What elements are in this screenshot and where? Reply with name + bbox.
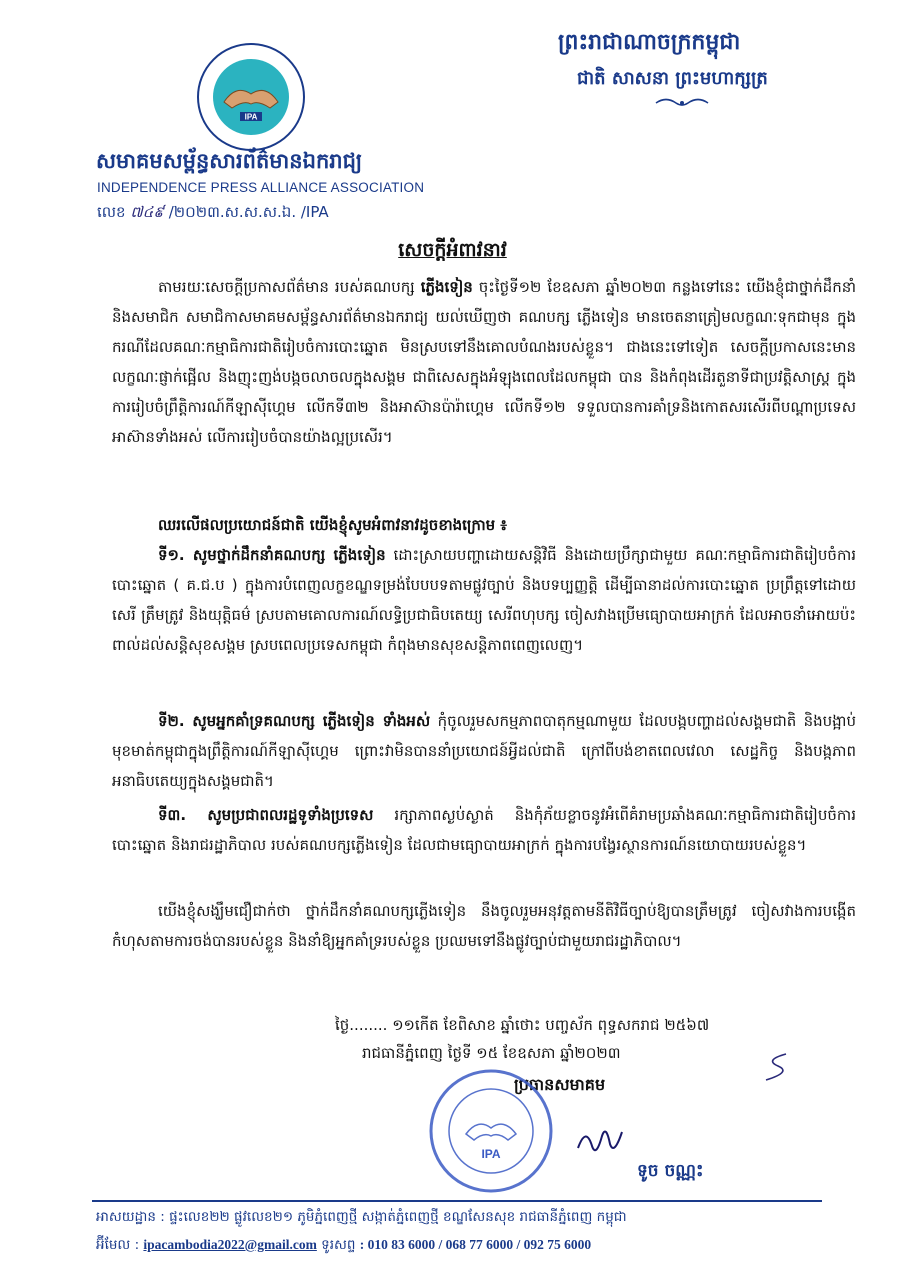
appeal-3-label: ទី៣. សូមប្រជាពលរដ្ឋទូទាំងប្រទេស — [158, 806, 374, 824]
date-solar: រាជធានីភ្នំពេញ ថ្ងៃទី ១៥ ខែឧសភា ឆ្នាំ២០២៣ — [362, 1044, 621, 1062]
appeal-2-label: ទី២. សូមអ្នកគាំទ្រគណបក្ស ភ្លើងទៀន ទាំងអស់ — [158, 712, 431, 730]
email-label: អ៊ីមែល : — [96, 1237, 144, 1253]
appeal-item-1 — [112, 540, 856, 660]
phone-label: ទូរសព្ទ — [316, 1237, 360, 1253]
date-lunar: ថ្ងៃ........ ១១កើត ខែពិសាខ ឆ្នាំថោះ បញ្ចស័ក ពុទ្ធសករាជ ២៥៦៧ — [335, 1016, 710, 1034]
ipa-logo — [196, 42, 306, 152]
logo-abbr: IPA — [244, 112, 258, 122]
footer-address: អាសយដ្ឋាន : ផ្ទះលេខ២២ ផ្លូវលេខ២១ ភូមិភ្នំពេញថ្មី សង្កាត់ភ្នំពេញថ្មី ខណ្ឌសែនសុខ រាជធានីភ្នំពេញ កម្ពុជា — [96, 1209, 627, 1225]
appeal-item-2 — [112, 706, 856, 796]
footer-divider — [92, 1200, 822, 1202]
signature-mark — [572, 1118, 627, 1166]
appeal-3-text: រក្សាភាពស្ងប់ស្ងាត់ និងកុំភ័យខ្លាចនូវអំពើគំរាមប្រឆាំងគណៈកម្មាធិការជាតិរៀបចំការបោះឆ្នោត និងរាជរដ្ឋាភិបាល របស់គណបក្សភ្លើងទៀន ដែលជាមធ្យោបាយអាក្រក់ ក្នុងការបង្វែរស្ថានការណ៍នយោបាយរបស់ខ្លួន។ — [112, 806, 856, 854]
national-motto: ជាតិ សាសនា ព្រះមហាក្សត្រ — [577, 68, 768, 89]
org-name-kh: សមាគមសម្ព័ន្ធសារព័ត៌មានឯករាជ្យ — [96, 149, 363, 173]
p1-text-a: តាមរយៈសេចក្តីប្រកាសព័ត៌មាន របស់គណបក្ស — [158, 278, 421, 296]
ref-label: លេខ — [97, 203, 126, 221]
kingdom-title: ព្រះរាជាណាចក្រកម្ពុជា — [558, 30, 741, 55]
appeal-1-label: ទី១. សូមថ្នាក់ដឹកនាំគណបក្ស ភ្លើងទៀន — [158, 546, 386, 564]
reference-number — [97, 203, 329, 225]
signer-title: ប្រធានសមាគម — [514, 1075, 606, 1094]
p1-text-b: ចុះថ្ងៃទី១២ ខែឧសភា ឆ្នាំ២០២៣ កន្លងទៅនេះ យើងខ្ញុំជាថ្នាក់ដឹកនាំ និងសមាជិក សមាជិកាសមាគមសម្ព័ន្ធសារព័ត៌មានឯករាជ្យ យល់ឃើញថា គណបក្ស ភ្លើងទៀន មានចេតនាត្រៀមលក្ខណៈទុកជាមុន ក្នុងករណីដែលគណៈកម្មាធិការជាតិរៀបចំការបោះឆ្នោត មិនស្របទៅនឹងគោលបំណងរបស់ខ្លួន។ ជាងនេះទៅទៀត សេចក្តីប្រកាសនេះមានលក្ខណៈផ្ញាក់ផ្អើល និងញុះញង់បង្កចលាចលក្នុងសង្គម ជាពិសេសក្នុងអំឡុងពេលដែលកម្ពុជា បាន និងកំពុងដើរតួនាទីជាប្រវត្តិសាស្ត្រ ក្នុងការរៀបចំព្រឹត្តិការណ៍កីឡាស៊ីហ្គេម លើកទី៣២ និងអាស៊ានប៉ារ៉ាហ្គេម លើកទី១២ ទទួលបានការគាំទ្រនិងកោតសរសើរពីបណ្តាប្រទេសអាស៊ានទាំងអស់ លើការរៀបចំបានយ៉ាងល្អប្រសើរ។ — [112, 278, 856, 446]
paragraph-appeal-heading: ឈរលើផលប្រយោជន៍ជាតិ យើងខ្ញុំសូមអំពាវនាវដូចខាងក្រោម ៖ — [158, 516, 507, 534]
paragraph-closing: យើងខ្ញុំសង្ឃឹមជឿជាក់ថា ថ្នាក់ដឹកនាំគណបក្សភ្លើងទៀន នឹងចូលរួមអនុវត្តតាមនីតិវិធីច្បាប់ឱ្យបានត្រឹមត្រូវ ចៀសវាងការបង្កើតកំហុសតាមការចង់បានរបស់ខ្លួន និងនាំឱ្យអ្នកគាំទ្ររបស់ខ្លួន ប្រឈមទៅនឹងផ្លូវច្បាប់ជាមួយរាជរដ្ឋាភិបាល។ — [112, 902, 856, 950]
official-stamp — [428, 1068, 554, 1194]
appeal-2-text: កុំចូលរួមសកម្មភាពបាតុកម្មណាមួយ ដែលបង្កបញ្ហាដល់សង្គមជាតិ និងបង្អាប់មុខមាត់កម្ពុជាក្នុងព្រឹត្តិការណ៍កីឡាស៊ីហ្គេម ព្រោះវាមិនបាននាំប្រយោជន៍អ្វីដល់ជាតិ ក្រៅពីបង់ខាតពេលវេលា សេដ្ឋកិច្ច និងបង្កភាពអនាធិបតេយ្យក្នុងសង្គមជាតិ។ — [112, 712, 856, 790]
document-title: សេចក្តីអំពាវនាវ — [398, 239, 507, 261]
email-link[interactable]: ipacambodia2022@gmail.com — [143, 1237, 317, 1252]
party-name: ភ្លើងទៀន — [420, 278, 473, 296]
org-name-en: INDEPENDENCE PRESS ALLIANCE ASSOCIATION — [97, 180, 425, 195]
appeal-1-text: ដោះស្រាយបញ្ហាដោយសន្តិវិធី និងដោយប្រឹក្សាជាមួយ គណៈកម្មាធិការជាតិរៀបចំការបោះឆ្នោត ( គ.ជ.ប ) ក្នុងការបំពេញលក្ខខណ្ឌទម្រង់បែបបទតាមផ្លូវច្បាប់ និងបទប្បញ្ញត្តិ ដើម្បីធានាដល់ការបោះឆ្នោត ប្រព្រឹត្តទៅដោយសេរី ត្រឹមត្រូវ និងយុត្តិធម៌ ស្របតាមគោលការណ៍លទ្ធិប្រជាធិបតេយ្យ សេរីពហុបក្ស ចៀសវាងប្រើមធ្យោបាយអាក្រក់ ដែលអាចនាំអោយប៉ះពាល់ដល់សន្តិសុខសង្គម ស្របពេលប្រទេសកម្ពុជា កំពុងមានសុខសន្តិភាពពេញលេញ។ — [112, 546, 857, 654]
phone-numbers: : 010 83 6000 / 068 77 6000 / 092 75 6000 — [359, 1237, 592, 1252]
appeal-item-3 — [112, 800, 856, 860]
ornament-icon — [652, 96, 712, 110]
signer-name: ទូច ចណ្ណះ — [637, 1161, 704, 1181]
paraph-mark — [756, 1048, 796, 1088]
paragraph-intro — [112, 272, 856, 452]
ref-number: ៧៤៩ — [130, 203, 164, 221]
ref-suffix: /២០២៣.ស.ស.ស.ឯ. /IPA — [168, 203, 329, 221]
footer-contact — [96, 1236, 591, 1256]
stamp-abbr: IPA — [481, 1147, 501, 1161]
